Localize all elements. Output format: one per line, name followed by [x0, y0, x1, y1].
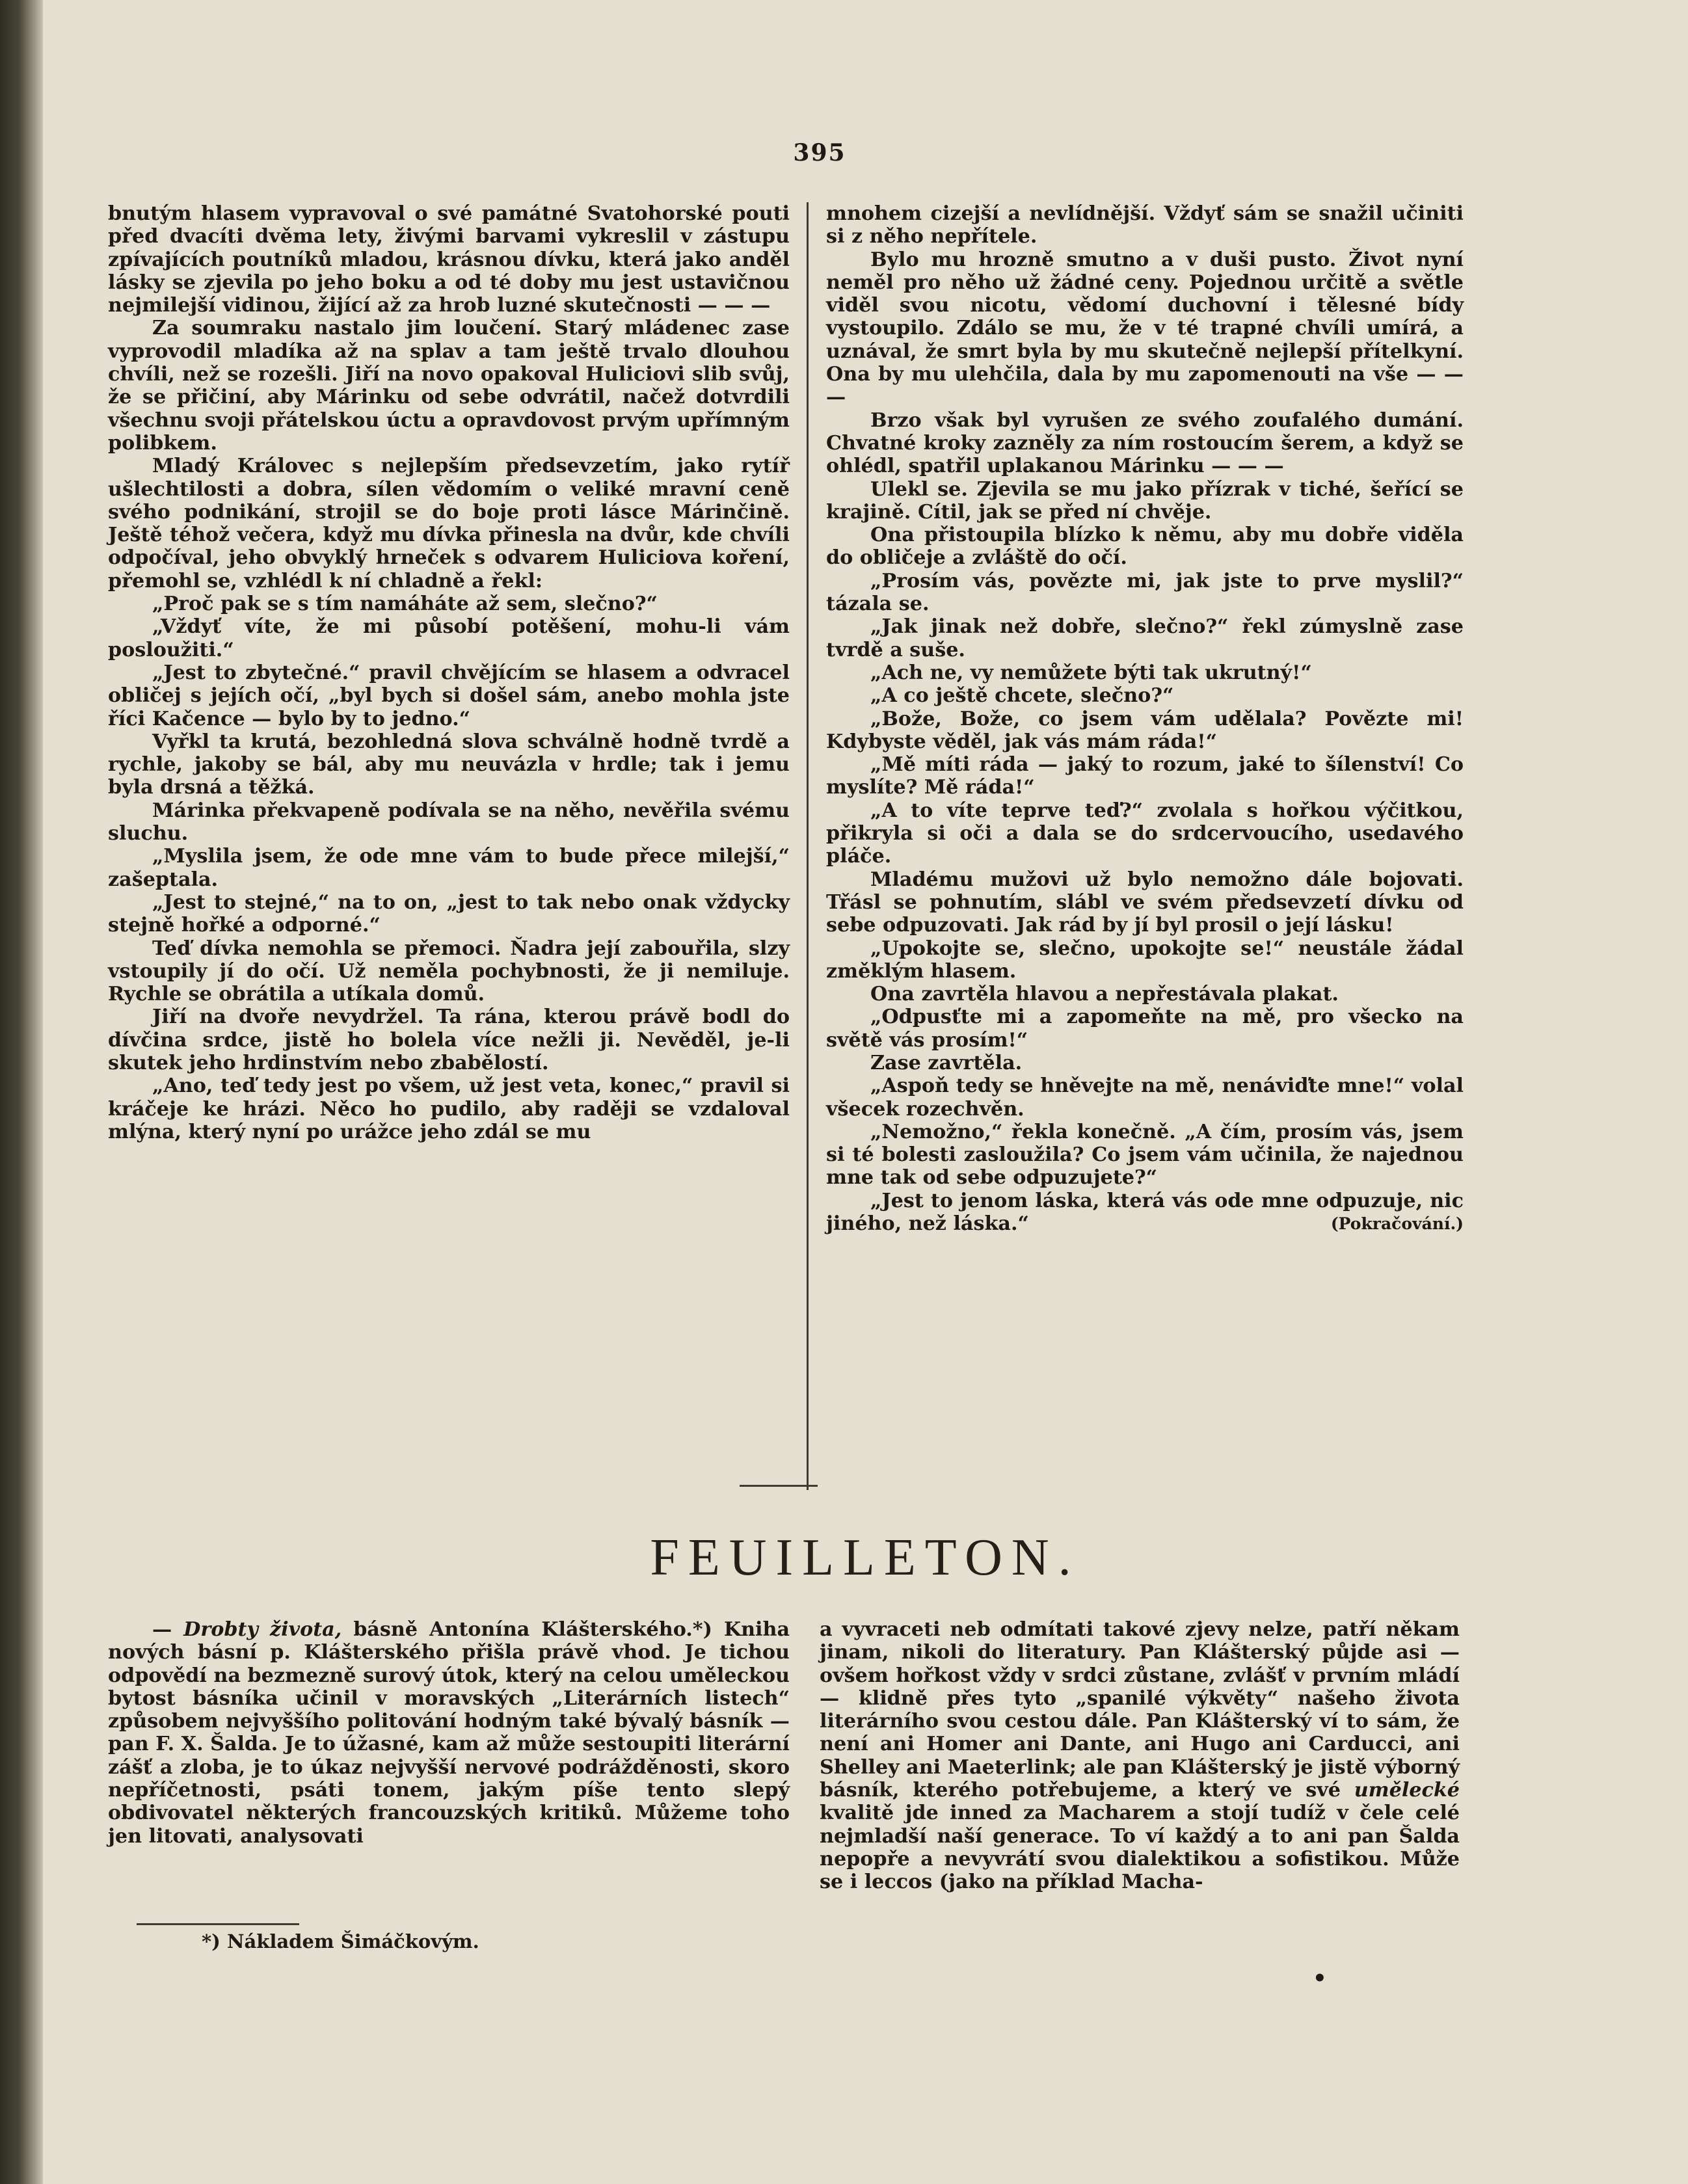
- paragraph: Jiří na dvoře nevydržel. Ta rána, kterou právě bodl do dívčina srdce, jistě ho bolela více nežli ji. Nevěděl, je-li skutek jeho hrdinstvím nebo zbabělostí.: [108, 1005, 790, 1074]
- paragraph: Zase zavrtěla.: [870, 1051, 1023, 1074]
- emphasis: umělecké: [1354, 1779, 1460, 1802]
- section-heading: FEUILLETON.: [650, 1529, 1080, 1586]
- paragraph: „A to víte teprve teď?“ zvolala s hořkou výčitkou, přikryla si oči a dala se do srdcervoucího, usedavého pláče.: [826, 799, 1464, 868]
- paragraph: „Jest to stejné,“ na to on, „jest to tak nebo onak vždycky stejně hořké a odporné.“: [108, 890, 790, 937]
- paragraph: [108, 1618, 790, 1848]
- paragraph: „Jak jinak než dobře, slečno?“ řekl zúmyslně zase tvrdě a suše.: [826, 615, 1464, 661]
- paragraph-text: „Jest to jenom láska, která vás ode mne odpuzuje, nic jiného, než láska.“: [826, 1189, 1464, 1236]
- paragraph: Brzo však byl vyrušen ze svého zoufalého dumání. Chvatné kroky zazněly za ním rostoucím šerem, a když se ohlédl, spatřil uplakanou Márinku — — —: [826, 408, 1464, 478]
- lead-dash: —: [152, 1618, 184, 1641]
- paragraph: „Myslila jsem, že ode mne vám to bude přece milejší,“ zašeptala.: [108, 845, 790, 891]
- column-divider: [807, 202, 809, 1490]
- paragraph: „Bože, Bože, co jsem vám udělala? Povězte mi! Kdybyste věděl, jak vás mám ráda!“: [826, 707, 1464, 753]
- paragraph: „Vždyť víte, že mi působí potěšení, mohu-li vám posloužiti.“: [108, 615, 790, 661]
- paragraph-text: a vyvraceti neb odmítati takové zjevy nelze, patří někam jinam, nikoli do literatury. Pan Klášterský půjde asi — ovšem hořkost vždy v srdci zůstane, zvlášť v prvním mládí — klidně přes tyto „spanilé výkvěty“ našeho života literárního svou cestou dále. Pan Klášterský ví to sám, že není ani Homer ani Dante, ani Hugo ani Carducci, ani Shelley ani Maeterlink; ale pan Klášterský je jistě výborný básník, kterého potřebujeme, a který ve své: [820, 1618, 1460, 1802]
- paragraph-text: kvalitě jde inned za Macharem a stojí tudíž v čele celé nejmladší naší generace. To ví každý a to ani pan Šalda nepopře a nevyvrátí svou dialektikou a sofistikou. Může se i leccos (jako na příklad Macha-: [820, 1802, 1460, 1894]
- paragraph: „Odpusťte mi a zapomeňte na mě, pro všecko na světě vás prosím!“: [826, 1005, 1464, 1052]
- paragraph: „A co ještě chcete, slečno?“: [870, 684, 1174, 708]
- paragraph: Za soumraku nastalo jim loučení. Starý mládenec zase vyprovodil mladíka až na splav a tam ještě trvalo dlouhou chvíli, než se rozešli. Jiří na novo opakoval Huliciovi slib svůj, že se přičiní, aby Márinku od sebe odvrátil, načež dotvrdili všechnu svoji přátelskou úctu a opravdovost prvým upřímným polibkem.: [108, 317, 790, 455]
- paragraph: „Proč pak se s tím namáháte až sem, slečno?“: [152, 593, 658, 616]
- paragraph: „Upokojte se, slečno, upokojte se!“ neustále žádal změklým hlasem.: [826, 937, 1464, 983]
- paragraph: [820, 1618, 1460, 1894]
- paragraph: Ona zavrtěla hlavou a nepřestávala plakat.: [870, 983, 1339, 1006]
- paragraph: [826, 1190, 1464, 1236]
- paragraph: Teď dívka nemohla se přemoci. Ňadra její zabouřila, slzy vstoupily jí do očí. Už neměla pochybnosti, že ji nemiluje. Rychle se obrátila a utíkala domů.: [108, 937, 790, 1006]
- paragraph: „Nemožno,“ řekla konečně. „A čím, prosím vás, jsem si té bolesti zasloužila? Co jsem vám učinila, že najednou mne tak od sebe odpuzujete?“: [826, 1120, 1464, 1190]
- paragraph: Márinka překvapeně podívala se na něho, nevěřila svému sluchu.: [108, 799, 790, 846]
- paragraph: Mladému mužovi už bylo nemožno dále bojovati. Třásl se pohnutím, slábl ve svém předsevzetí dívku od sebe odpuzovati. Jak rád by jí byl prosil o její lásku!: [826, 868, 1464, 937]
- paragraph: Ulekl se. Zjevila se mu jako přízrak v tiché, šeřící se krajině. Cítil, jak se před ní chvěje.: [826, 477, 1464, 524]
- paragraph: „Mě míti ráda — jaký to rozum, jaké to šílenství! Co myslíte? Mě ráda!“: [826, 753, 1464, 799]
- section-separator: [740, 1485, 818, 1487]
- footnote: *) Nákladem Šimáčkovým.: [202, 1930, 479, 1952]
- paragraph: Vyřkl ta krutá, bezohledná slova schválně hodně tvrdě a rychle, jakoby se bál, aby mu neuvázla v hrdle; tak i jemu byla drsná a těžká.: [108, 730, 790, 799]
- paragraph: „Prosím vás, povězte mi, jak jste to prve myslil?“ tázala se.: [826, 569, 1464, 616]
- feuilleton-left-column: [108, 1618, 790, 1848]
- paragraph: „Aspoň tedy se hněvejte na mě, nenáviďte mne!“ volal všecek rozechvěn.: [826, 1074, 1464, 1121]
- footnote-rule: [137, 1923, 299, 1925]
- paragraph: „Ano, teď tedy jest po všem, už jest veta, konec,“ pravil si kráčeje ke hrázi. Něco ho pudilo, aby raději se vzdaloval mlýna, který nyní po urážce jeho zdál se mu: [108, 1074, 790, 1143]
- paragraph: bnutým hlasem vypravoval o své památné Svatohorské pouti před dvacíti dvěma lety, živými barvami vykreslil v zástupu zpívajících poutníků mladou, krásnou dívku, která jako anděl lásky se zjevila po jeho boku a od té doby mu jest ustavičnou nejmilejší vidinou, žijící až za hrob luzné skutečnosti — — —: [108, 202, 790, 317]
- continued-note: (Pokračování.): [1330, 1214, 1464, 1234]
- paragraph: mnohem cizejší a nevlídnější. Vždyť sám se snažil učiniti si z něho nepřítele.: [826, 202, 1464, 248]
- paragraph: Bylo mu hrozně smutno a v duši pusto. Život nyní neměl pro něho už žádné ceny. Pojednou určitě a světle viděl svou nicotu, vědomí duchovní i tělesné bídy vystoupilo. Zdálo se mu, že v té trapné chvíli umírá, a uznával, že smrt byla by mu skutečně nejlepší přítelkyní. Ona by mu ulehčila, dala by mu zapomenouti na vše — — —: [826, 248, 1464, 409]
- paragraph: Mladý Královec s nejlepším předsevzetím, jako rytíř ušlechtilosti a dobra, sílen vědomím o veliké mravní ceně svého podnikání, strojil se do boje proti lásce Márinčině. Ještě téhož večera, když mu dívka přinesla na dvůr, kde chvíli odpočíval, jeho obvyklý hrneček s odvarem Huliciova koření, přemohl se, vzhlédl k ní chladně a řekl:: [108, 455, 790, 593]
- feuilleton-right-column: [820, 1618, 1460, 1894]
- paragraph-text: básně Antonína Klášterského.*) Kniha nových básní p. Klášterského přišla právě vhod. Je tichou odpovědí na bezmezně surový útok, který na celou uměleckou bytost básníka učinil v moravských „Literárních listech“ způsobem nejvyššího politování hodným také bývalý básník — pan F. X. Šalda. Je to úžasné, kam až může sestoupiti literární zášť a zloba, je to úkaz nejvyšší nervové podrážděnosti, skoro nepříčetnosti, psáti tonem, jakým píše tento slepý obdivovatel některých francouzských kritiků. Můžeme toho jen litovati, analysovati: [108, 1618, 790, 1848]
- page-number: 395: [793, 139, 846, 166]
- paragraph: Ona přistoupila blízko k němu, aby mu dobře viděla do obličeje a zvláště do očí.: [826, 524, 1464, 570]
- story-left-column: [108, 202, 790, 1143]
- book-title: Drobty života,: [183, 1618, 342, 1641]
- story-right-column: [826, 202, 1464, 1235]
- paragraph: „Ach ne, vy nemůžete býti tak ukrutný!“: [870, 661, 1312, 684]
- signature-mark: •: [1313, 1965, 1327, 1991]
- paragraph: „Jest to zbytečné.“ pravil chvějícím se hlasem a odvracel obličej s jejích očí, „byl bych si došel sám, anebo mohla jste říci Kačence — bylo by to jedno.“: [108, 661, 790, 730]
- book-spine-shadow: [0, 0, 43, 2184]
